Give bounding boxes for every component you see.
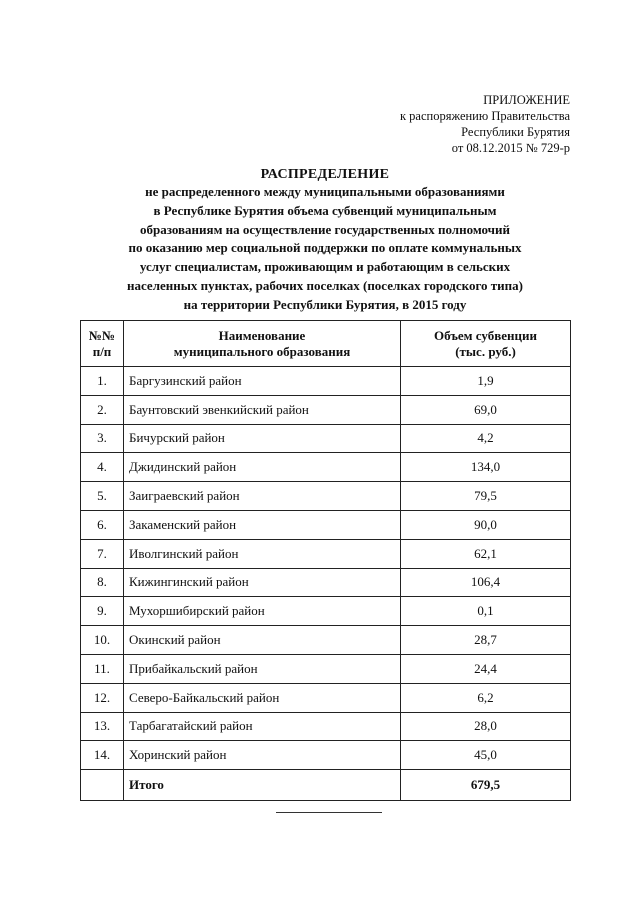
header-name-line2: муниципального образования — [173, 343, 351, 359]
row-name: Мухоршибирский район — [124, 597, 401, 626]
header-name — [124, 321, 401, 367]
row-number: 9. — [81, 597, 124, 626]
table-row — [81, 510, 571, 539]
row-name: Баргузинский район — [124, 367, 401, 396]
title-line: населенных пунктах, рабочих поселках (поселках городского типа) — [127, 277, 523, 293]
row-value: 69,0 — [401, 395, 571, 424]
row-name: Джидинский район — [124, 453, 401, 482]
table-row — [81, 626, 571, 655]
row-name: Прибайкальский район — [124, 654, 401, 683]
table-row — [81, 539, 571, 568]
row-value: 24,4 — [401, 654, 571, 683]
table-row — [81, 597, 571, 626]
row-number: 5. — [81, 482, 124, 511]
row-number: 1. — [81, 367, 124, 396]
table-row — [81, 741, 571, 770]
row-value: 62,1 — [401, 539, 571, 568]
title-line: на территории Республики Бурятия, в 2015 году — [183, 296, 467, 312]
row-number: 3. — [81, 424, 124, 453]
total-value: 679,5 — [401, 770, 571, 801]
total-number-cell — [81, 770, 124, 801]
header-value-line1: Объем субвенции — [434, 327, 537, 343]
row-name: Северо-Байкальский район — [124, 683, 401, 712]
row-number: 2. — [81, 395, 124, 424]
row-number: 7. — [81, 539, 124, 568]
table-row — [81, 683, 571, 712]
appendix-header — [400, 92, 570, 156]
title-line: по оказанию мер социальной поддержки по оплате коммунальных — [128, 240, 522, 256]
row-name: Кижингинский район — [124, 568, 401, 597]
row-value: 45,0 — [401, 741, 571, 770]
header-value-line2: (тыс. руб.) — [455, 343, 516, 359]
row-number: 11. — [81, 654, 124, 683]
table-row — [81, 712, 571, 741]
table-header-row — [81, 321, 571, 367]
title-line: не распределенного между муниципальными образованиями — [145, 184, 505, 199]
table-row — [81, 424, 571, 453]
row-name: Окинский район — [124, 626, 401, 655]
row-value: 134,0 — [401, 453, 571, 482]
table-row — [81, 367, 571, 396]
row-name: Тарбагатайский район — [124, 712, 401, 741]
row-value: 6,2 — [401, 683, 571, 712]
appendix-reference: к распоряжению Правительства — [399, 109, 570, 123]
row-number: 6. — [81, 510, 124, 539]
row-number: 12. — [81, 683, 124, 712]
row-value: 28,0 — [401, 712, 571, 741]
row-value: 1,9 — [401, 367, 571, 396]
row-name: Иволгинский район — [124, 539, 401, 568]
row-value: 106,4 — [401, 568, 571, 597]
row-number: 14. — [81, 741, 124, 770]
footer-divider — [276, 812, 382, 813]
title-main: РАСПРЕДЕЛЕНИЕ — [260, 167, 390, 182]
row-value: 28,7 — [401, 626, 571, 655]
row-number: 10. — [81, 626, 124, 655]
header-name-line1: Наименование — [218, 327, 306, 343]
title-line: услуг специалистам, проживающим и работающим в сельских — [139, 259, 511, 275]
appendix-date-number: от 08.12.2015 № 729-р — [451, 141, 570, 155]
header-value — [401, 321, 571, 367]
appendix-government: Республики Бурятия — [461, 125, 570, 139]
header-number — [81, 321, 124, 367]
table-row — [81, 395, 571, 424]
title-line: образованиям на осуществление государственных полномочий — [139, 221, 510, 237]
row-number: 13. — [81, 712, 124, 741]
appendix-title: ПРИЛОЖЕНИЕ — [483, 93, 570, 107]
table-row — [81, 568, 571, 597]
subvention-table — [80, 320, 571, 801]
total-row — [81, 770, 571, 801]
title-line: в Республике Бурятия объема субвенций муниципальным — [153, 202, 497, 218]
table-row — [81, 453, 571, 482]
row-name: Закаменский район — [124, 510, 401, 539]
document-title — [60, 166, 590, 315]
row-number: 8. — [81, 568, 124, 597]
row-value: 90,0 — [401, 510, 571, 539]
header-number-line1: №№ — [88, 327, 116, 343]
header-number-line2: п/п — [92, 343, 112, 359]
row-name: Бичурский район — [124, 424, 401, 453]
row-value: 4,2 — [401, 424, 571, 453]
row-name: Баунтовский эвенкийский район — [124, 395, 401, 424]
row-name: Заиграевский район — [124, 482, 401, 511]
table-row — [81, 482, 571, 511]
row-value: 0,1 — [401, 597, 571, 626]
row-name: Хоринский район — [124, 741, 401, 770]
row-value: 79,5 — [401, 482, 571, 511]
total-label: Итого — [124, 770, 401, 801]
row-number: 4. — [81, 453, 124, 482]
table-row — [81, 654, 571, 683]
